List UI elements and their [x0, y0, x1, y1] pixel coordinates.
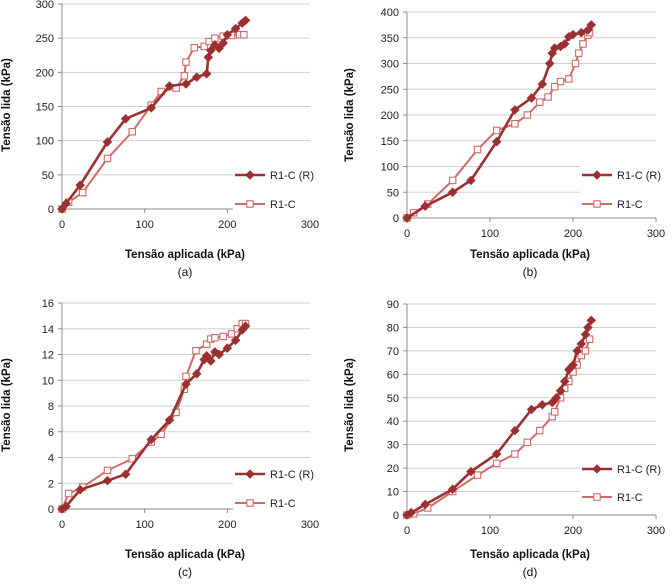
y-tick-label: 350 [380, 32, 399, 45]
y-tick-label: 250 [35, 33, 54, 46]
y-tick-label: 30 [386, 439, 399, 452]
data-point [104, 467, 110, 473]
legend-marker [247, 500, 253, 506]
x-tick-label: 100 [480, 228, 500, 240]
y-axis-title: Tensão lida (kPa) [1, 358, 13, 452]
data-point [183, 373, 189, 379]
y-tick-label: 10 [386, 486, 399, 499]
y-tick-label: 2 [47, 478, 54, 491]
x-tick-label: 300 [646, 525, 666, 537]
y-tick-label: 50 [386, 392, 399, 405]
y-tick-label: 90 [386, 299, 399, 311]
y-tick-label: 50 [386, 187, 399, 200]
x-axis-title: Tensão aplicada (kPa) [470, 549, 590, 561]
y-tick-label: 0 [47, 204, 54, 216]
x-tick-label: 100 [135, 519, 154, 531]
y-tick-label: 8 [47, 401, 54, 413]
series-r1c-r [403, 316, 596, 519]
y-tick-label: 0 [47, 504, 54, 516]
data-point [546, 59, 554, 67]
y-tick-label: 0 [392, 213, 399, 225]
y-tick-label: 80 [386, 322, 399, 335]
x-tick-label: 300 [300, 219, 320, 231]
series-line [407, 339, 590, 515]
data-point [202, 70, 210, 78]
y-tick-label: 50 [41, 169, 54, 182]
legend-label: R1-C (R) [270, 469, 314, 481]
data-point [212, 335, 218, 341]
data-point [572, 60, 578, 66]
series-r1c [59, 32, 247, 213]
data-point [193, 347, 199, 353]
x-tick-label: 300 [646, 228, 666, 240]
data-point [537, 427, 543, 433]
data-point [183, 59, 189, 65]
series-r1c [404, 336, 593, 518]
legend-label: R1-C (R) [270, 170, 314, 182]
data-point [524, 439, 530, 445]
data-point [191, 45, 197, 51]
legend-label: R1-C [270, 498, 296, 510]
panel-caption: (d) [522, 565, 538, 579]
legend-marker [247, 201, 253, 207]
y-tick-label: 40 [386, 416, 399, 429]
x-tick-label: 0 [58, 219, 66, 231]
y-tick-label: 150 [380, 135, 399, 148]
x-tick-label: 0 [403, 525, 411, 537]
x-axis-title: Tensão aplicada (kPa) [125, 549, 245, 561]
y-tick-label: 20 [386, 463, 399, 476]
data-point [65, 490, 71, 496]
y-tick-label: 10 [41, 375, 54, 388]
legend-label: R1-C (R) [617, 464, 661, 476]
y-tick-label: 200 [380, 110, 399, 122]
data-point [524, 112, 530, 118]
x-tick-label: 200 [218, 519, 237, 531]
series-r1c-r [58, 16, 250, 213]
chart-panel [344, 7, 665, 279]
x-axis-title: Tensão aplicada (kPa) [470, 249, 590, 261]
y-tick-label: 150 [35, 101, 54, 114]
legend-marker [594, 201, 600, 207]
legend-marker [594, 494, 600, 500]
y-tick-label: 250 [380, 84, 399, 97]
x-tick-label: 0 [58, 519, 66, 531]
y-tick-label: 16 [41, 298, 54, 310]
series-line [62, 35, 244, 209]
data-point [512, 121, 518, 127]
x-tick-label: 300 [300, 519, 320, 531]
y-tick-label: 0 [392, 510, 399, 522]
data-point [474, 472, 480, 478]
panel-caption: (b) [522, 265, 538, 279]
x-tick-label: 200 [563, 228, 583, 240]
y-tick-label: 100 [380, 161, 399, 174]
y-tick-label: 400 [380, 7, 399, 19]
data-point [79, 189, 85, 195]
data-point [576, 50, 582, 56]
y-tick-label: 200 [35, 67, 54, 80]
data-point [537, 99, 543, 105]
chart-panel [344, 299, 665, 579]
series-line [407, 25, 591, 218]
data-point [181, 73, 187, 79]
x-tick-label: 0 [403, 228, 411, 240]
y-tick-label: 70 [386, 345, 399, 358]
series-line [407, 320, 591, 515]
legend-label: R1-C (R) [617, 170, 661, 182]
data-point [493, 460, 499, 466]
chart-panel [1, 298, 319, 579]
x-tick-label: 100 [135, 219, 154, 231]
x-tick-label: 200 [563, 525, 583, 537]
y-tick-label: 300 [380, 58, 399, 71]
series-line [407, 33, 590, 218]
y-tick-label: 300 [35, 0, 54, 11]
x-tick-label: 100 [480, 525, 500, 537]
data-point [545, 94, 551, 100]
y-tick-label: 60 [386, 369, 399, 382]
panel-caption: (c) [178, 565, 192, 579]
data-point [566, 76, 572, 82]
data-point [580, 41, 586, 47]
y-tick-label: 12 [41, 349, 54, 362]
data-point [104, 155, 110, 161]
y-axis-title: Tensão lida (kPa) [344, 358, 356, 452]
y-tick-label: 100 [35, 135, 54, 148]
data-point [557, 78, 563, 84]
data-point [582, 348, 588, 354]
data-point [493, 127, 499, 133]
x-tick-label: 200 [218, 219, 237, 231]
data-point [449, 177, 455, 183]
y-tick-label: 6 [47, 426, 54, 439]
data-point [129, 129, 135, 135]
data-point [220, 333, 226, 339]
y-tick-label: 14 [41, 323, 54, 336]
y-tick-label: 4 [47, 452, 54, 465]
y-axis-title: Tensão lida (kPa) [344, 68, 356, 162]
legend-label: R1-C [617, 199, 643, 211]
data-point [474, 146, 480, 152]
legend-label: R1-C [270, 199, 296, 211]
legend-label: R1-C [617, 492, 643, 504]
x-axis-title: Tensão aplicada (kPa) [125, 249, 245, 261]
y-axis-title: Tensão lida (kPa) [1, 58, 13, 152]
chart-panel [1, 0, 319, 279]
data-point [538, 401, 546, 409]
data-point [241, 32, 247, 38]
data-point [512, 451, 518, 457]
data-point [552, 409, 558, 415]
panel-caption: (a) [177, 265, 193, 279]
